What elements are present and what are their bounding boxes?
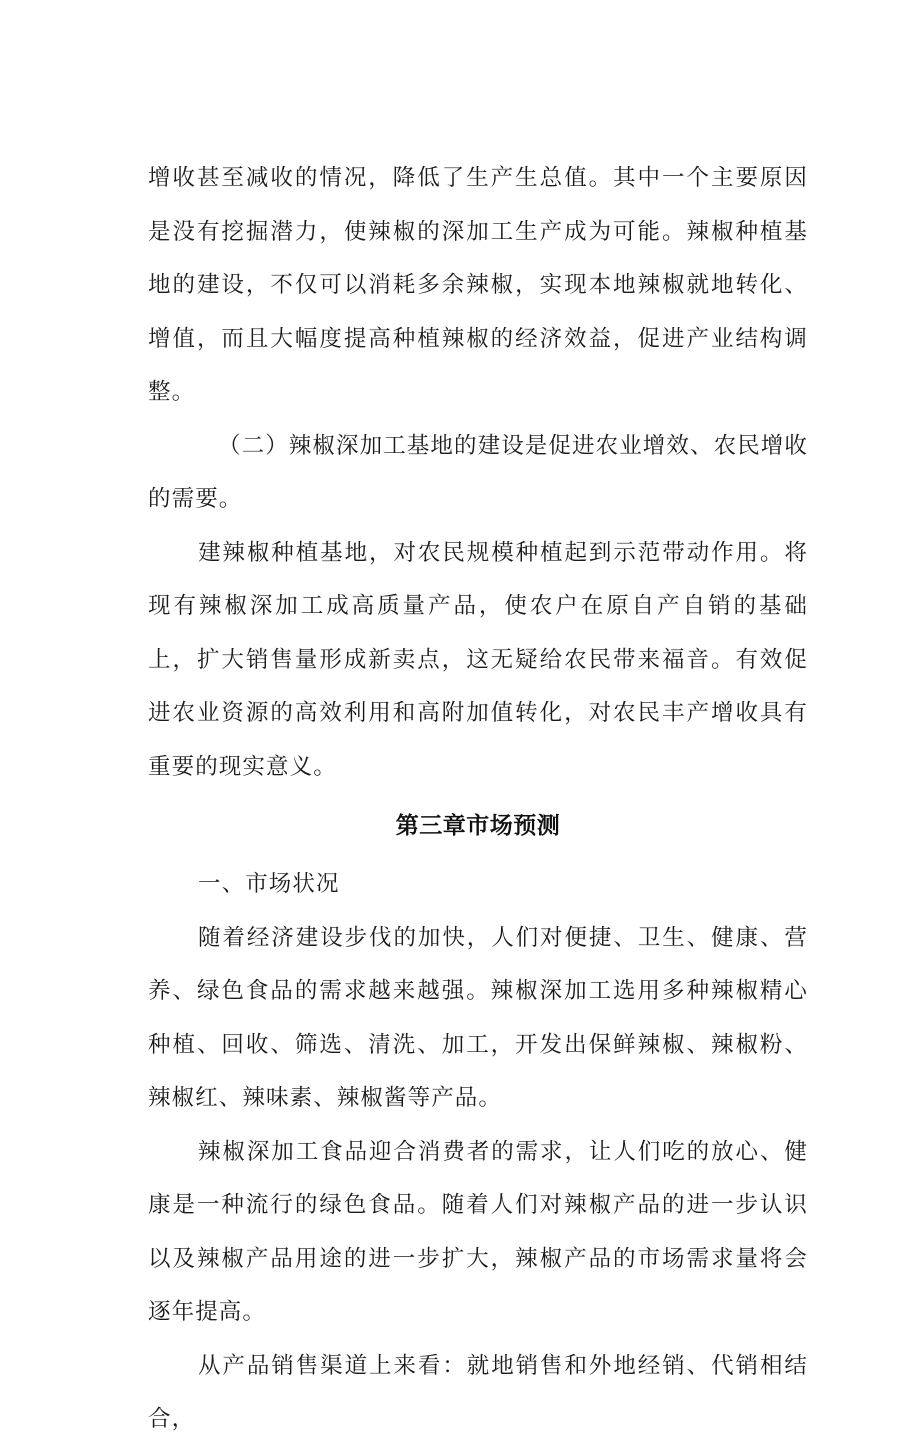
section-heading-1: 一、市场状况 [198,871,340,897]
paragraph: 随着经济建设步伐的加快，人们对便捷、卫生、健康、营养、绿色食品的需求越来越强。辣椒深加工选用多种辣椒精心种植、回收、筛选、清洗、加工，开发出保鲜辣椒、辣椒粉、辣椒红、辣味素、辣椒酱等产品。 [148,924,808,1111]
paragraph: 辣椒深加工食品迎合消费者的需求，让人们吃的放心、健康是一种流行的绿色食品。随着人们对辣椒产品的进一步认识以及辣椒产品用途的进一步扩大，辣椒产品的市场需求量将会逐年提高。 [148,1138,808,1325]
paragraph: 从产品销售渠道上来看：就地销售和外地经销、代销相结合， [148,1352,808,1432]
document-body [148,152,808,1447]
section-heading-2: （二）辣椒深加工基地的建设是促进农业增效、农民增收的需要。 [148,432,809,512]
chapter-title: 第三章市场预测 [395,813,561,839]
paragraph: 建辣椒种植基地，对农民规模种植起到示范带动作用。将现有辣椒深加工成高质量产品，使农户在原自产自销的基础上，扩大销售量形成新卖点，这无疑给农民带来福音。有效促进农业资源的高效利用和高附加值转化，对农民丰产增收具有重要的现实意义。 [148,539,808,780]
paragraph-continued: 增收甚至减收的情况，降低了生产生总值。其中一个主要原因是没有挖掘潜力，使辣椒的深加工生产成为可能。辣椒种植基地的建设，不仅可以消耗多余辣椒，实现本地辣椒就地转化、增值，而且大幅度提高种植辣椒的经济效益，促进产业结构调整。 [148,165,808,405]
